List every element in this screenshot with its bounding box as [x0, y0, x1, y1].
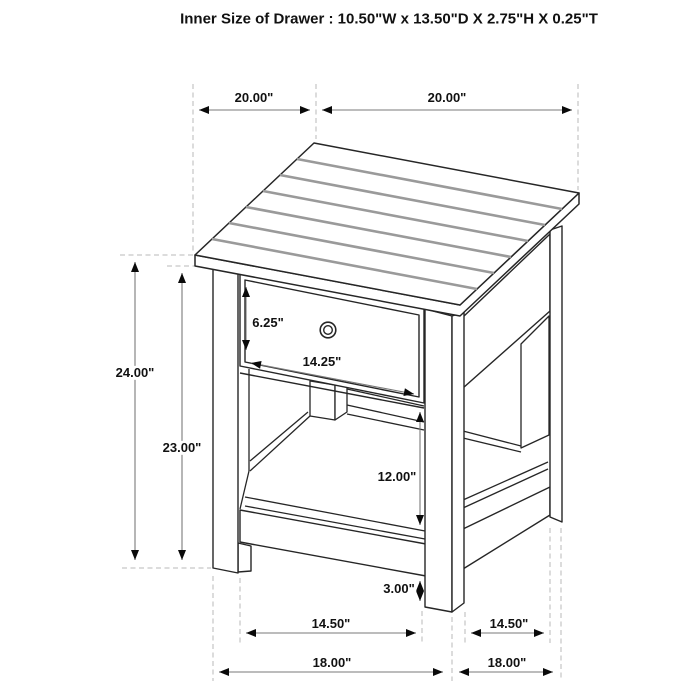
dim-label-side-inner-depth: 14.50": [489, 615, 529, 631]
dim-label-shelf-opening: 12.00": [377, 468, 417, 484]
dim-label-side-outer-depth: 18.00": [487, 654, 527, 670]
right-leg: [550, 226, 562, 522]
dim-label-shelf-to-floor: 3.00": [383, 580, 415, 596]
side-shelf-rail: [463, 487, 550, 569]
dim-label-top-span-right: 20.00": [427, 89, 467, 105]
dim-label-front-outer-width: 18.00": [312, 654, 352, 670]
inner-back-panel: [521, 316, 549, 448]
dim-label-drawer-height: 6.25": [252, 314, 284, 330]
left-leg-foot: [238, 543, 251, 572]
front-shelf-rail: [240, 510, 426, 576]
dim-label-under-top-height: 23.00": [162, 439, 202, 455]
front-leg: [425, 309, 452, 612]
left-leg: [213, 268, 238, 573]
dim-label-top-span-left: 20.00": [234, 89, 274, 105]
dim-label-front-inner-width: 14.50": [311, 615, 351, 631]
dim-label-overall-height: 24.00": [115, 364, 155, 380]
dim-label-drawer-width: 14.25": [302, 353, 342, 369]
drawing-title: Inner Size of Drawer : 10.50"W x 13.50"D X 2.75"H X 0.25"T: [180, 10, 598, 28]
